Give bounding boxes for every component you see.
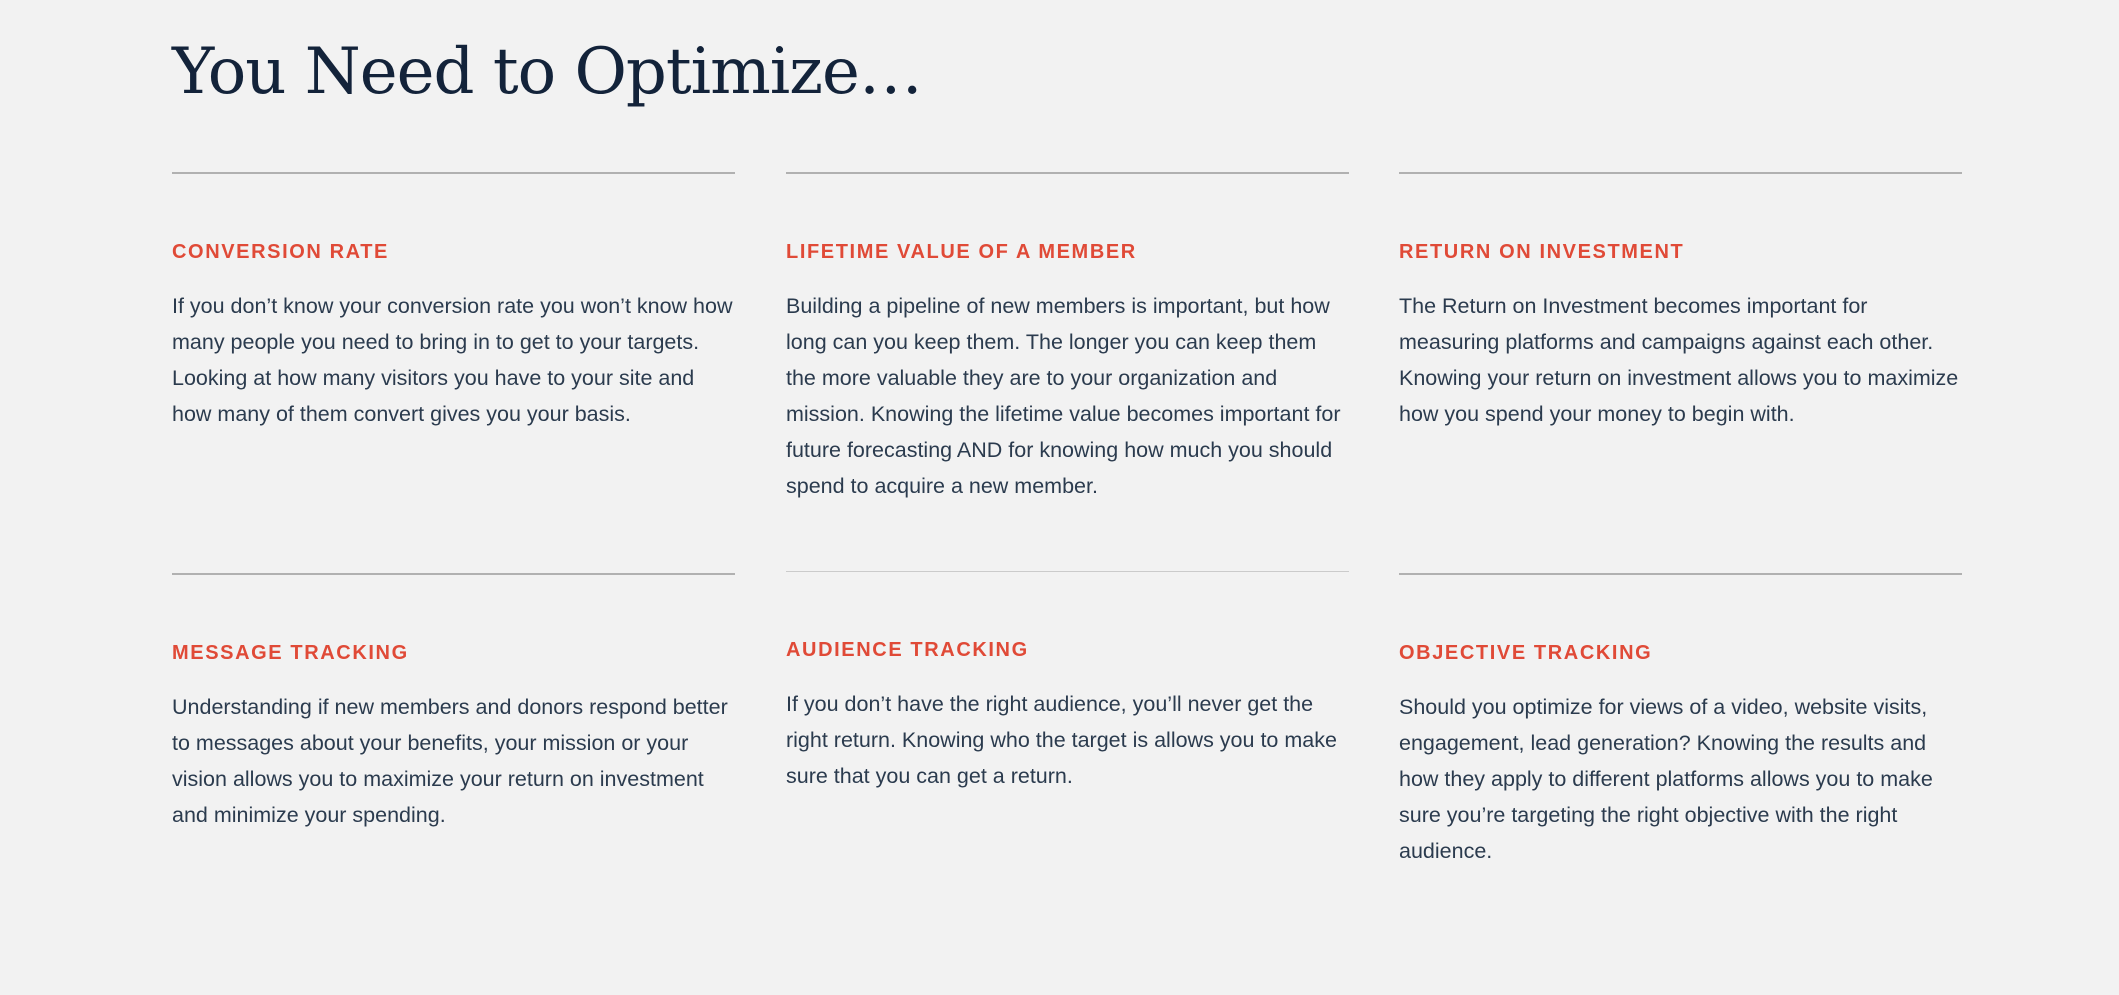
card-heading: OBJECTIVE TRACKING [1399,642,1653,664]
card-heading: LIFETIME VALUE OF A MEMBER [786,241,1137,263]
card-conversion-rate [172,172,735,432]
card-objective-tracking [1399,573,1962,869]
card-divider [1399,573,1962,575]
card-body: The Return on Investment becomes important for measuring platforms and campaigns against each other. Knowing your return on investment allows you to maximize how you spend your money to begin with. [1399,294,1959,426]
card-lifetime-value [786,172,1349,504]
card-divider [172,573,735,575]
page-title: You Need to Optimize… [172,35,922,109]
card-heading: RETURN ON INVESTMENT [1399,241,1685,263]
card-divider [786,571,1349,572]
card-divider [786,172,1349,174]
card-message-tracking [172,573,735,833]
card-divider [172,172,735,174]
card-body: If you don’t have the right audience, you’ll never get the right return. Knowing who the target is allows you to make sure that you can get a return. [786,692,1337,788]
card-return-on-investment [1399,172,1962,432]
card-body: Understanding if new members and donors respond better to messages about your benefits, your mission or your vision allows you to maximize your return on investment and minimize your spending. [172,695,728,827]
card-body: If you don’t know your conversion rate you won’t know how many people you need to bring in to get to your targets. Looking at how many visitors you have to your site and how many of them convert gives you your basis. [172,294,733,426]
card-heading: AUDIENCE TRACKING [786,639,1029,661]
card-body: Building a pipeline of new members is important, but how long can you keep them. The longer you can keep them the more valuable they are to your organization and mission. Knowing the lifetime value becomes important for future forecasting AND for knowing how much you should spend to acquire a new member. [786,294,1341,498]
card-audience-tracking [786,571,1349,794]
card-heading: CONVERSION RATE [172,241,389,263]
card-heading: MESSAGE TRACKING [172,642,409,664]
card-body: Should you optimize for views of a video, website visits, engagement, lead generation? Knowing the results and how they apply to different platforms allows you to make sure you’re targeting the right objective with the right audience. [1399,695,1933,863]
card-divider [1399,172,1962,174]
